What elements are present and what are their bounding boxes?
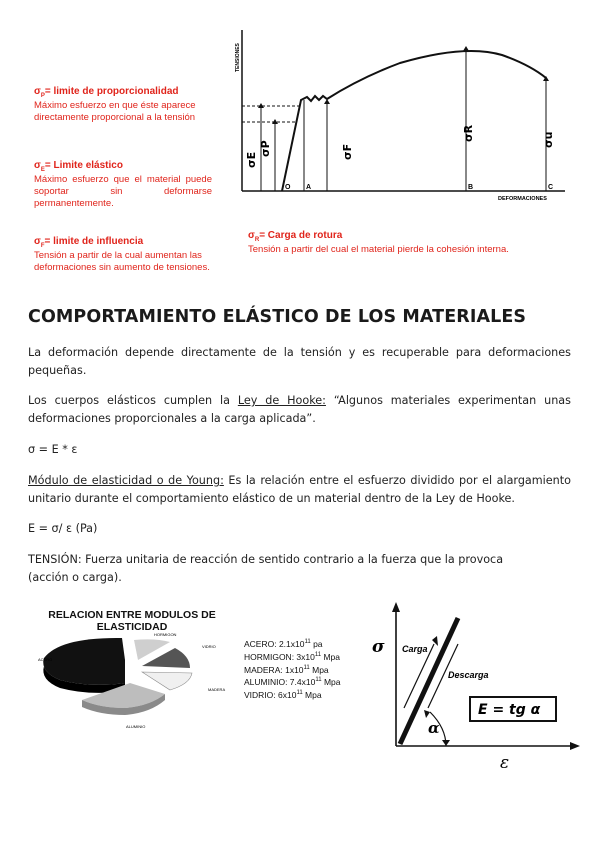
point-b: B xyxy=(468,184,474,191)
formula-hooke: σ = E * ε xyxy=(28,443,78,456)
hooke-law-graph xyxy=(362,600,584,780)
sigma-r-label: σR xyxy=(462,124,475,142)
young-modulus-term: Módulo de elasticidad o de Young: xyxy=(28,474,224,487)
definition-title: = limite de influencia xyxy=(44,236,144,247)
stress-strain-diagram xyxy=(230,20,580,210)
definition-title: = Limite elástico xyxy=(44,160,123,171)
paragraph-deformation: La deformación depende directamente de la tensión y es recuperable para deformaciones pequeñas. xyxy=(28,346,571,377)
pie-slice-madera xyxy=(142,672,192,690)
definition-body: Tensión a partir del cual el material pierde la cohesión interna. xyxy=(248,244,509,255)
paragraph-line: TENSIÓN: Fuerza unitaria de reacción de sentido contrario a la fuerza que la provoca xyxy=(28,553,504,566)
paragraph-tension xyxy=(28,551,571,587)
load-label: Carga xyxy=(402,644,428,654)
point-a: A xyxy=(306,184,312,191)
formula-label: E = tg α xyxy=(478,702,541,718)
pie-slice-acero xyxy=(43,638,125,685)
paragraph-young-modulus xyxy=(28,472,571,508)
epsilon-axis-symbol: ε xyxy=(500,753,510,773)
pie-legend xyxy=(244,637,340,701)
x-axis-label: DEFORMACIONES xyxy=(498,196,547,202)
pie-label-hormigon: HORMIGON xyxy=(154,632,177,637)
definition-proportionality: $\sigma_P=$ limite de proporcionalidad Máximo esfuerzo en que éste aparece directamente proporcional a la tensión xyxy=(34,86,212,124)
legend-item: ALUMINIO: $7.4x10^{11}$ Mpa xyxy=(244,677,341,688)
elasticity-pie-chart xyxy=(30,628,240,740)
legend-item: HORMIGON: $3x10^{11}$ Mpa xyxy=(244,651,340,662)
pie-label-vidrio: VIDRIO xyxy=(202,644,216,649)
sigma-axis-symbol: σ xyxy=(372,637,385,657)
definition-body: Máximo esfuerzo que el material puede soportar sin deformarse permanentemente. xyxy=(34,174,212,209)
sigma-f-label: σF xyxy=(341,143,354,160)
pie-label-acero: ACERO xyxy=(38,657,53,662)
paragraph-text: “Algunos materiales experimentan unas deformaciones proporcionales a la carga aplicada”. xyxy=(28,394,571,425)
legend-item: ACERO: $2.1x10^{11}$ pa xyxy=(244,638,323,649)
point-c: C xyxy=(548,184,554,191)
definition-title: = Carga de rotura xyxy=(259,230,343,241)
pie-title: RELACION ENTRE MODULOS DE ELASTICIDAD xyxy=(48,609,216,633)
formula-young: E = σ/ ε (Pa) xyxy=(28,522,98,535)
paragraph-text: Los cuerpos elásticos cumplen la xyxy=(28,394,238,407)
sigma-e-label: σE xyxy=(245,151,258,168)
definition-body: Máximo esfuerzo en que éste aparece directamente proporcional a la tensión xyxy=(34,100,196,123)
legend-item: MADERA: $1x10^{11}$ Mpa xyxy=(244,664,329,675)
definition-yield-limit: $\sigma_F=$ limite de influencia Tensión a partir de la cual aumentan las deformaciones sin aumento de tensiones. xyxy=(34,236,212,274)
sigma-p-label: σP xyxy=(259,140,272,157)
pie-label-aluminio: ALUMINIO xyxy=(126,724,146,729)
y-axis-label: TENSIONES xyxy=(235,43,241,72)
definition-rupture-load: $\sigma_R=$ Carga de rotura Tensión a partir del cual el material pierde la cohesión interna. xyxy=(248,230,578,256)
sigma-u-label: σu xyxy=(542,131,555,148)
unload-label: Descarga xyxy=(448,670,489,680)
paragraph-hooke xyxy=(28,392,571,428)
definition-body: Tensión a partir de la cual aumentan las deformaciones sin aumento de tensiones. xyxy=(34,250,210,273)
legend-item: VIDRIO: $6x10^{11}$ Mpa xyxy=(244,690,322,701)
definition-elastic-limit: $\sigma_E=$ Limite elástico Máximo esfuerzo que el material puede soportar sin deformarse permanentemente. xyxy=(34,160,212,209)
point-o: O xyxy=(285,184,291,191)
alpha-label: α xyxy=(428,719,440,737)
section-heading: COMPORTAMIENTO ELÁSTICO DE LOS MATERIALES xyxy=(28,307,527,327)
hooke-law-term: Ley de Hooke: xyxy=(237,394,326,407)
pie-label-madera: MADERA xyxy=(208,687,226,692)
definition-title: = limite de proporcionalidad xyxy=(44,86,179,97)
paragraph-text: Es la relación entre el esfuerzo dividido por el alargamiento unitario durante el comportamiento elástico de un material dentro de la Ley de Hooke. xyxy=(28,474,571,505)
paragraph-line: (acción o carga). xyxy=(28,571,122,584)
stress-strain-curve xyxy=(282,51,546,191)
